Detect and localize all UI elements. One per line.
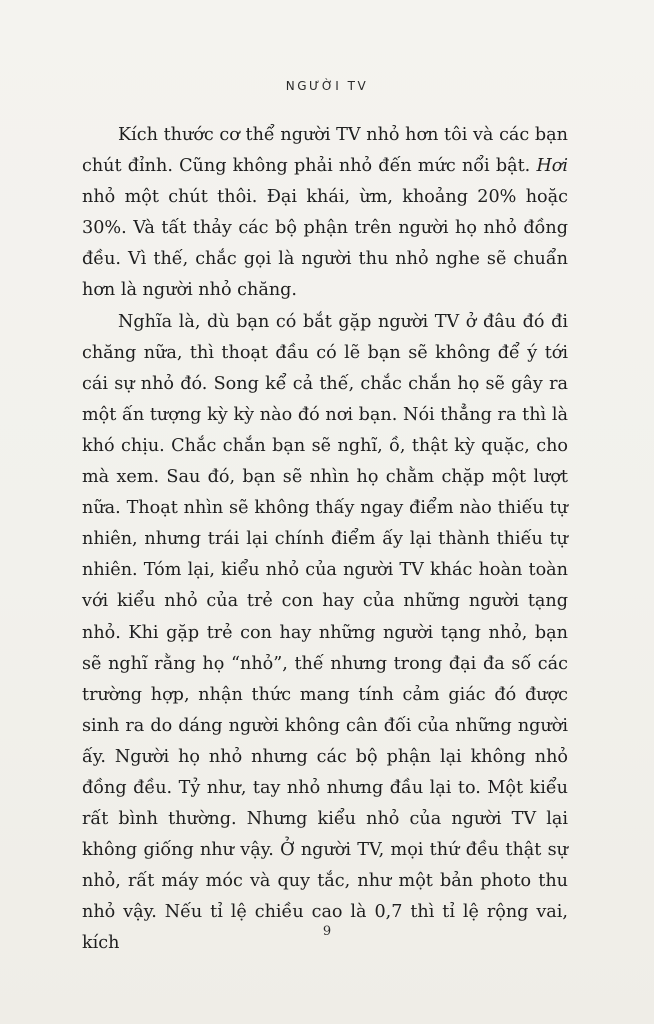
paragraph-1-text-a: Kích thước cơ thể người TV nhỏ hơn tôi và các bạn chút đỉnh. Cũng không phải nhỏ đến mức nổi bật. xyxy=(82,125,568,177)
page-number: 9 xyxy=(322,924,332,939)
running-header: NGƯỜI TV xyxy=(285,79,369,93)
paragraph-2: Nghĩa là, dù bạn có bắt gặp người TV ở đâu đó đi chăng nữa, thì thoạt đầu có lẽ bạn sẽ không để ý tới cái sự nhỏ đó. Song kể cả thế, chắc chắn họ sẽ gây ra một ấn tượng kỳ kỳ nào đó nơi bạn. Nói thẳng ra thì là khó chịu. Chắc chắn bạn sẽ nghĩ, ồ, thật kỳ quặc, cho mà xem. Sau đó, bạn sẽ nhìn họ chằm chặp một lượt nữa. Thoạt nhìn sẽ không thấy ngay điểm nào thiếu tự nhiên, nhưng trái lại chính điểm ấy lại thành thiếu tự nhiên. Tóm lại, kiểu nhỏ của người TV khác hoàn toàn với kiểu nhỏ của trẻ con hay của những người tạng nhỏ. Khi gặp trẻ con hay những người tạng nhỏ, bạn sẽ nghĩ rằng họ “nhỏ”, thế nhưng trong đại đa số các trường hợp, nhận thức mang tính cảm giác đó được sinh ra do dáng người không cân đối của những người ấy. Người họ nhỏ nhưng các bộ phận lại không nhỏ đồng đều. Tỷ như, tay nhỏ nhưng đầu lại to. Một kiểu rất bình thường. Nhưng kiểu nhỏ của người TV lại không giống như vậy. Ở người TV, mọi thứ đều thật sự nhỏ, rất máy móc và quy tắc, như một bản photo thu nhỏ vậy. Nếu tỉ lệ chiều cao là 0,7 thì tỉ lệ rộng vai, kích xyxy=(82,311,568,954)
paragraph-1 xyxy=(82,120,568,307)
paragraph-1-emphasis: Hơi xyxy=(536,156,568,177)
paragraph-1-text-b: nhỏ một chút thôi. Đại khái, ừm, khoảng 20% hoặc 30%. Và tất thảy các bộ phận trên người họ nhỏ đồng đều. Vì thế, chắc gọi là người thu nhỏ nghe sẽ chuẩn hơn là người nhỏ chăng. xyxy=(82,187,568,301)
body-text xyxy=(82,120,568,960)
